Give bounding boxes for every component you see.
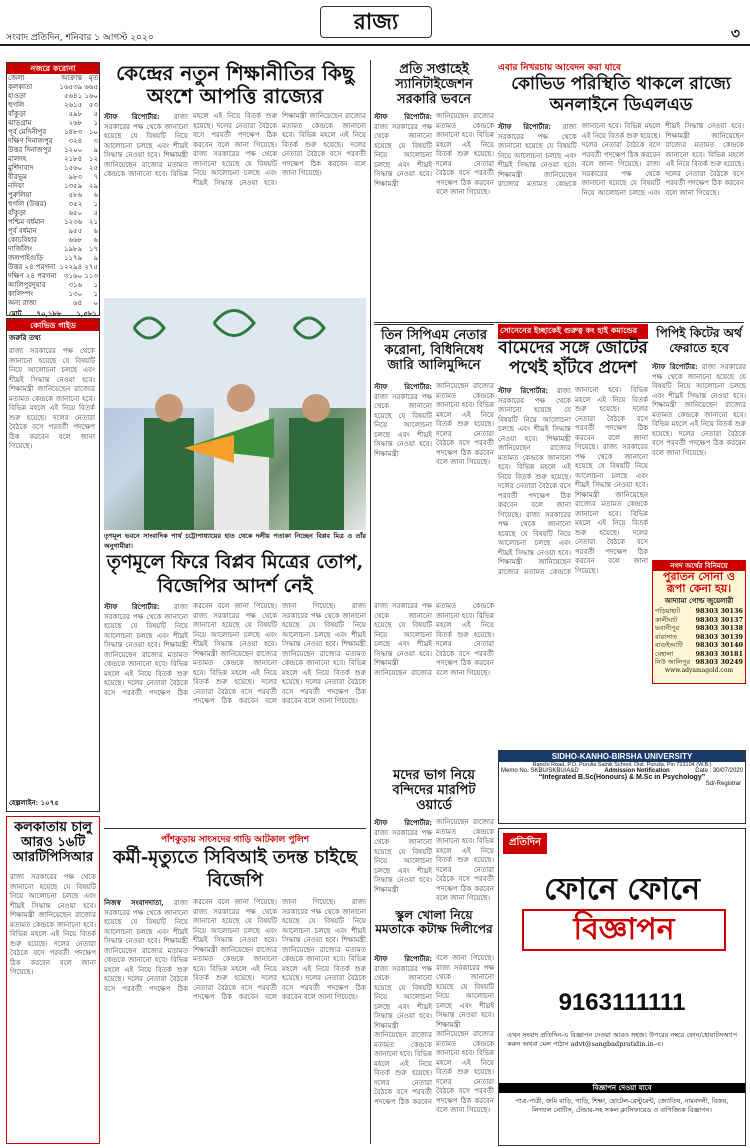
- university-address: Ranchi Road, P.O. Purulia Sainik School, Dist. Purulia, Pin 723104 (W.B.): [532, 762, 712, 768]
- covid-table-cell: ১৩০: [68, 290, 83, 298]
- covid-table-cell: ০: [93, 299, 98, 307]
- covid-table-cell: ৩: [93, 137, 98, 145]
- covid-table-cell: ১২২৯৪: [59, 263, 83, 271]
- covid-table-row: [7, 236, 99, 245]
- covid-table-cell: উত্তর দিনাজপুর: [8, 146, 52, 154]
- covid-table-cell: বাঁকুড়া: [8, 209, 26, 217]
- covid-table-cell: মালদহ: [8, 155, 27, 163]
- gold-ad-phones: [653, 607, 745, 667]
- covid-table-cell: ৬৬৫: [84, 83, 98, 91]
- gold-ad-brand: আদ্যামা গোল্ড জুয়েলারী: [664, 596, 734, 605]
- story5-kicker: সোনেনের ইচ্ছাকেই গুরুত্ব কং হাই কমান্ডের: [498, 324, 648, 339]
- covid-table-cell: কোচবিহার: [8, 236, 38, 244]
- covid-table-row: [7, 290, 99, 299]
- story2-lead: স্টাফ রিপোর্টার:: [374, 112, 432, 121]
- covid-table-cell: ৬: [93, 191, 98, 199]
- story1-body: স্টাফ রিপোর্টার: রাজ্য সরকারের পক্ষ থেকে জানানো হয়েছে যে বিষয়টি নিয়ে আলোচনা চলছে এবং শীঘ্রই সিদ্ধান্ত নেওয়া হবে। শিক্ষামন্ত্রী জানিয়েছেন রাজ্যের মতামত কেন্দ্রকে জানানো হবে। বিভিন্ন মহলে এই নিয়ে বিতর্ক শুরু হয়েছে। দলের নেতারা বৈঠকে বসে পরবর্তী পদক্ষেপ ঠিক করবেন বলে জানা গিয়েছে। রাজ্য সরকারের পক্ষ থেকে জানানো হয়েছে যে বিষয়টি নিয়ে আলোচনা চলছে এবং শীঘ্রই সিদ্ধান্ত নেওয়া হবে। শিক্ষামন্ত্রী জানিয়েছেন রাজ্যের মতামত কেন্দ্রকে জানানো হবে। বিভিন্ন মহলে এই নিয়ে বিতর্ক শুরু হয়েছে। দলের নেতারা বৈঠকে বসে পরবর্তী পদক্ষেপ ঠিক করবেন বলে জানা গিয়েছে।: [104, 112, 366, 187]
- covid-table-cell: দক্ষিণ ২৪ পরগনা: [8, 272, 57, 280]
- covid-table-cell: ৯: [93, 146, 98, 154]
- university-body: “Integrated B.Sc(Honours) & M.Sc in Psychology”: [538, 774, 706, 781]
- story6-headline: পিপিই কিটের অর্থ ফেরাতে হবে: [656, 326, 742, 355]
- covid-table-cell: বাঁকুড়া: [8, 110, 26, 118]
- story7-continued: রাজ্য সরকারের পক্ষ থেকে জানানো হয়েছে যে বিষয়টি নিয়ে আলোচনা চলছে এবং শীঘ্রই সিদ্ধান্ত নেওয়া হবে। শিক্ষামন্ত্রী জানিয়েছেন রাজ্যের মতামত কেন্দ্রকে জানানো হবে। বিভিন্ন মহলে এই নিয়ে বিতর্ক শুরু হয়েছে। দলের নেতারা বৈঠকে বসে পরবর্তী পদক্ষেপ ঠিক করবেন বলে জানা গিয়েছে।: [374, 602, 494, 677]
- covid-table-cell: ১৭: [88, 245, 98, 253]
- covid-guide-footer: হেল্পলাইন: ১০৭৫: [9, 798, 59, 807]
- university-ad: [498, 750, 746, 824]
- col-header: জেলা: [8, 74, 25, 82]
- page-number: ৩: [730, 26, 740, 42]
- covid-table-row: [7, 182, 99, 191]
- covid-table-cell: ৯: [93, 254, 98, 262]
- masthead-dateline: সংবাদ প্রতিদিন, শনিবার ১ আগস্ট ২০২০: [6, 33, 154, 43]
- story1-headline: কেন্দ্রের নতুন শিক্ষানীতির কিছু অংশে আপত্তি রাজ্যের: [116, 61, 354, 108]
- covid-table-cell: ৯৫৫: [68, 227, 83, 235]
- gold-ad-phone-row: [653, 650, 745, 659]
- covid-total-deaths: ১,৫৮১: [76, 309, 97, 318]
- covid-table-row: [7, 218, 99, 227]
- covid-table-row: [7, 173, 99, 182]
- covid-guide-box: [6, 318, 100, 812]
- gold-ad-phone-row: [653, 624, 745, 633]
- university-title: Admission Notification: [604, 768, 670, 774]
- covid-table-cell: ২১: [88, 218, 98, 226]
- covid-table-row: [7, 272, 99, 281]
- covid-table-cell: ১৪৮৩: [63, 128, 83, 136]
- covid-table-cell: ১০: [88, 128, 98, 136]
- gold-ad-web: www.adyamagold.com: [664, 666, 734, 674]
- covid-table-cell: ৬: [93, 227, 98, 235]
- story5-body: স্টাফ রিপোর্টার: রাজ্য সরকারের পক্ষ থেকে জানানো হয়েছে যে বিষয়টি নিয়ে আলোচনা চলছে এবং শীঘ্রই সিদ্ধান্ত নেওয়া হবে। শিক্ষামন্ত্রী জানিয়েছেন রাজ্যের মতামত কেন্দ্রকে জানানো হবে। বিভিন্ন মহলে এই নিয়ে বিতর্ক শুরু হয়েছে। দলের নেতারা বৈঠকে বসে পরবর্তী পদক্ষেপ ঠিক করবেন বলে জানা গিয়েছে। রাজ্য সরকারের পক্ষ থেকে জানানো হয়েছে যে বিষয়টি নিয়ে আলোচনা চলছে এবং শীঘ্রই সিদ্ধান্ত নেওয়া হবে। শিক্ষামন্ত্রী জানিয়েছেন রাজ্যের মতামত কেন্দ্রকে জানানো হবে। বিভিন্ন মহলে এই নিয়ে বিতর্ক শুরু হয়েছে। দলের নেতারা বৈঠকে বসে পরবর্তী পদক্ষেপ ঠিক করবেন বলে জানা গিয়েছে। রাজ্য সরকারের পক্ষ থেকে জানানো হয়েছে যে বিষয়টি নিয়ে আলোচনা চলছে এবং শীঘ্রই সিদ্ধান্ত নেওয়া হবে। শিক্ষামন্ত্রী জানিয়েছেন রাজ্যের মতামত কেন্দ্রকে জানানো হবে। বিভিন্ন মহলে এই নিয়ে বিতর্ক শুরু হয়েছে। দলের নেতারা বৈঠকে বসে পরবর্তী পদক্ষেপ ঠিক করবেন বলে জানা গিয়েছে।: [498, 386, 648, 576]
- covid-table-cell: ৫৯৮: [68, 110, 83, 118]
- covid-table-cell: কলকাতা: [8, 83, 33, 91]
- covid-table-row: [7, 128, 99, 137]
- story4-lead: স্টাফ রিপোর্টার:: [374, 382, 432, 391]
- covid-table-cell: ৬৫০: [68, 209, 83, 217]
- gold-ad-phone-row: [653, 658, 745, 667]
- covid-table-cell: ৩১৬০: [63, 272, 83, 280]
- rtpcr-body: রাজ্য সরকারের পক্ষ থেকে জানানো হয়েছে যে বিষয়টি নিয়ে আলোচনা চলছে এবং শীঘ্রই সিদ্ধান্ত নেওয়া হবে। শিক্ষামন্ত্রী জানিয়েছেন রাজ্যের মতামত কেন্দ্রকে জানানো হবে। বিভিন্ন মহলে এই নিয়ে বিতর্ক শুরু হয়েছে। দলের নেতারা বৈঠকে বসে পরবর্তী পদক্ষেপ ঠিক করবেন বলে জানা গিয়েছে।: [10, 873, 96, 976]
- covid-table-cell: আলিপুরদুয়ার: [8, 281, 46, 289]
- covid-table-title: নজরে করোনা: [7, 63, 99, 74]
- story10-body: স্টাফ রিপোর্টার: রাজ্য সরকারের পক্ষ থেকে জানানো হয়েছে যে বিষয়টি নিয়ে আলোচনা চলছে এবং শীঘ্রই সিদ্ধান্ত নেওয়া হবে। শিক্ষামন্ত্রী জানিয়েছেন রাজ্যের মতামত কেন্দ্রকে জানানো হবে। বিভিন্ন মহলে এই নিয়ে বিতর্ক শুরু হয়েছে। দলের নেতারা বৈঠকে বসে পরবর্তী পদক্ষেপ ঠিক করবেন বলে জানা গিয়েছে। রাজ্য সরকারের পক্ষ থেকে জানানো হয়েছে যে বিষয়টি নিয়ে আলোচনা চলছে এবং শীঘ্রই সিদ্ধান্ত নেওয়া হবে। শিক্ষামন্ত্রী জানিয়েছেন রাজ্যের মতামত কেন্দ্রকে জানানো হবে। বিভিন্ন মহলে এই নিয়ে বিতর্ক শুরু হয়েছে। দলের নেতারা বৈঠকে বসে পরবর্তী পদক্ষেপ ঠিক করবেন বলে জানা গিয়েছে।: [374, 954, 494, 1114]
- story3-headline: কোভিড পরিস্থিতি থাকলে রাজ্যে অনলাইনে ডিএলএড: [511, 74, 731, 115]
- covid-table-cell: ১২০০: [63, 146, 83, 154]
- gold-ad-branch: গড়িয়াহাট: [655, 607, 681, 615]
- covid-table-cell: ১: [93, 119, 98, 127]
- story2-headline: প্রতি সপ্তাহেই স্যানিটাইজেশন সরকারি ভবনে: [395, 62, 473, 107]
- covid-table-row: [7, 155, 99, 164]
- party-flag-photo: [104, 298, 366, 530]
- university-name: SIDHO-KANHO-BIRSHA UNIVERSITY: [499, 751, 745, 762]
- covid-table-row: [7, 164, 99, 173]
- university-sign: Sd/-Registrar: [705, 781, 741, 787]
- covid-table-cell: কালিম্পং: [8, 290, 34, 298]
- covid-table-row: [7, 245, 99, 254]
- covid-table-cell: ৫৬৪১: [63, 92, 83, 100]
- covid-table-cell: বীরভূম: [8, 173, 27, 181]
- story2-body: স্টাফ রিপোর্টার: রাজ্য সরকারের পক্ষ থেকে জানানো হয়েছে যে বিষয়টি নিয়ে আলোচনা চলছে এবং শীঘ্রই সিদ্ধান্ত নেওয়া হবে। শিক্ষামন্ত্রী জানিয়েছেন রাজ্যের মতামত কেন্দ্রকে জানানো হবে। বিভিন্ন মহলে এই নিয়ে বিতর্ক শুরু হয়েছে। দলের নেতারা বৈঠকে বসে পরবর্তী পদক্ষেপ ঠিক করবেন বলে জানা গিয়েছে।: [374, 112, 494, 196]
- covid-table-row: [7, 200, 99, 209]
- story1-lead: স্টাফ রিপোর্টার:: [104, 112, 160, 121]
- covid-table-cell: ১৬০: [84, 92, 98, 100]
- classified-footer-title: বিজ্ঞাপন দেওয়া যাবে: [499, 1083, 745, 1093]
- gold-ad-phone: 98303 30136: [695, 607, 743, 615]
- covid-total-cases: ৭০,১৮৮: [36, 309, 62, 318]
- story7-headline: তৃণমূলে ফিরে বিপ্লব মিত্রের তোপ, বিজেপির আদর্শ নেই: [106, 551, 364, 597]
- rtpcr-headline: কলকাতায় চালু আরও ১৬টি আরটিপিসিআর: [12, 820, 94, 865]
- gold-ad-phone-row: [653, 607, 745, 616]
- col-header: মৃত: [88, 74, 98, 82]
- story4-body: স্টাফ রিপোর্টার: রাজ্য সরকারের পক্ষ থেকে জানানো হয়েছে যে বিষয়টি নিয়ে আলোচনা চলছে এবং শীঘ্রই সিদ্ধান্ত নেওয়া হবে। শিক্ষামন্ত্রী জানিয়েছেন রাজ্যের মতামত কেন্দ্রকে জানানো হবে। বিভিন্ন মহলে এই নিয়ে বিতর্ক শুরু হয়েছে। দলের নেতারা বৈঠকে বসে পরবর্তী পদক্ষেপ ঠিক করবেন বলে জানা গিয়েছে।: [374, 382, 494, 466]
- covid-table-cell: দক্ষিণ দিনাজপুর: [8, 137, 53, 145]
- story7-body: স্টাফ রিপোর্টার: রাজ্য সরকারের পক্ষ থেকে জানানো হয়েছে যে বিষয়টি নিয়ে আলোচনা চলছে এবং শীঘ্রই সিদ্ধান্ত নেওয়া হবে। শিক্ষামন্ত্রী জানিয়েছেন রাজ্যের মতামত কেন্দ্রকে জানানো হবে। বিভিন্ন মহলে এই নিয়ে বিতর্ক শুরু হয়েছে। দলের নেতারা বৈঠকে বসে পরবর্তী পদক্ষেপ ঠিক করবেন বলে জানা গিয়েছে। রাজ্য সরকারের পক্ষ থেকে জানানো হয়েছে যে বিষয়টি নিয়ে আলোচনা চলছে এবং শীঘ্রই সিদ্ধান্ত নেওয়া হবে। শিক্ষামন্ত্রী জানিয়েছেন রাজ্যের মতামত কেন্দ্রকে জানানো হবে। বিভিন্ন মহলে এই নিয়ে বিতর্ক শুরু হয়েছে। দলের নেতারা বৈঠকে বসে পরবর্তী পদক্ষেপ ঠিক করবেন বলে জানা গিয়েছে। রাজ্য সরকারের পক্ষ থেকে জানানো হয়েছে যে বিষয়টি নিয়ে আলোচনা চলছে এবং শীঘ্রই সিদ্ধান্ত নেওয়া হবে। শিক্ষামন্ত্রী জানিয়েছেন রাজ্যের মতামত কেন্দ্রকে জানানো হবে। বিভিন্ন মহলে এই নিয়ে বিতর্ক শুরু হয়েছে। দলের নেতারা বৈঠকে বসে পরবর্তী পদক্ষেপ ঠিক করবেন বলে জানা গিয়েছে।: [104, 602, 366, 705]
- gold-ad-branch: বেহালা: [655, 649, 674, 658]
- covid-table-cell: পুরুলিয়া: [8, 191, 32, 199]
- covid-table-row: [7, 137, 99, 146]
- rtpcr-box: [6, 816, 100, 1144]
- masthead: [0, 0, 750, 46]
- story3-body: স্টাফ রিপোর্টার: রাজ্য সরকারের পক্ষ থেকে জানানো হয়েছে যে বিষয়টি নিয়ে আলোচনা চলছে এবং শীঘ্রই সিদ্ধান্ত নেওয়া হবে। শিক্ষামন্ত্রী জানিয়েছেন রাজ্যের মতামত কেন্দ্রকে জানানো হবে। বিভিন্ন মহলে এই নিয়ে বিতর্ক শুরু হয়েছে। দলের নেতারা বৈঠকে বসে পরবর্তী পদক্ষেপ ঠিক করবেন বলে জানা গিয়েছে। রাজ্য সরকারের পক্ষ থেকে জানানো হয়েছে যে বিষয়টি নিয়ে আলোচনা চলছে এবং শীঘ্রই সিদ্ধান্ত নেওয়া হবে। শিক্ষামন্ত্রী জানিয়েছেন রাজ্যের মতামত কেন্দ্রকে জানানো হবে। বিভিন্ন মহলে এই নিয়ে বিতর্ক শুরু হয়েছে। দলের নেতারা বৈঠকে বসে পরবর্তী পদক্ষেপ ঠিক করবেন বলে জানা গিয়েছে।: [498, 122, 744, 197]
- gold-ad-phone-row: [653, 641, 745, 650]
- covid-table-row: [7, 281, 99, 290]
- story9-headline: কর্মী-মৃত্যুতে সিবিআই তদন্ত চাইছে বিজেপি: [113, 847, 357, 891]
- story3-lead: স্টাফ রিপোর্টার:: [498, 122, 551, 131]
- covid-table-cell: ৬৪: [73, 299, 83, 307]
- covid-table-cell: হুগলি (উত্তর): [8, 200, 47, 208]
- photo-illustration: [104, 298, 366, 530]
- story9-kicker: পাঁশকুড়ায় সাংসদের গাড়ি আটকাল পুলিশ: [160, 835, 310, 845]
- gold-ad-phone: 98303 30139: [695, 632, 743, 641]
- covid-table-cell: ২৭৫: [84, 263, 98, 271]
- section-title: রাজ্য: [320, 6, 432, 38]
- covid-guide-subtitle: জরুরি তথ্য: [9, 333, 41, 342]
- covid-table-row: [7, 101, 99, 110]
- story5-lead: স্টাফ রিপোর্টার:: [498, 386, 549, 395]
- covid-table-cell: ১৯৮৯: [63, 245, 83, 253]
- covid-table-row: [7, 263, 99, 272]
- gold-ad: [652, 560, 746, 684]
- story8-lead: স্টাফ রিপোর্টার:: [374, 818, 432, 827]
- classified-phone: 9163111111: [558, 989, 686, 1016]
- story8-body: স্টাফ রিপোর্টার: রাজ্য সরকারের পক্ষ থেকে জানানো হয়েছে যে বিষয়টি নিয়ে আলোচনা চলছে এবং শীঘ্রই সিদ্ধান্ত নেওয়া হবে। শিক্ষামন্ত্রী জানিয়েছেন রাজ্যের মতামত কেন্দ্রকে জানানো হবে। বিভিন্ন মহলে এই নিয়ে বিতর্ক শুরু হয়েছে। দলের নেতারা বৈঠকে বসে পরবর্তী পদক্ষেপ ঠিক করবেন বলে জানা গিয়েছে।: [374, 818, 494, 902]
- covid-table-row: [7, 227, 99, 236]
- university-memo: Memo No. SKBU/SKBU/A&D: [501, 768, 579, 774]
- covid-table-cell: ২৫: [88, 164, 98, 172]
- covid-total-label: মোট: [9, 309, 22, 318]
- covid-table-cell: নদিয়া: [8, 182, 25, 190]
- covid-guide-body: রাজ্য সরকারের পক্ষ থেকে জানানো হয়েছে যে বিষয়টি নিয়ে আলোচনা চলছে এবং শীঘ্রই সিদ্ধান্ত নেওয়া হবে। শিক্ষামন্ত্রী জানিয়েছেন রাজ্যের মতামত কেন্দ্রকে জানানো হবে। বিভিন্ন মহলে এই নিয়ে বিতর্ক শুরু হয়েছে। দলের নেতারা বৈঠকে বসে পরবর্তী পদক্ষেপ ঠিক করবেন বলে জানা গিয়েছে।: [9, 347, 95, 450]
- covid-table-cell: ২৬৮: [68, 119, 83, 127]
- photo-caption: তৃণমূল ভবনে সাংবাদিক পার্থ চট্টোপাধ্যায়ের হাত থেকে দলীয় পতাকা নিচ্ছেন বিপ্লব মিত্র ও তাঁর অনুগামীরা।: [104, 532, 366, 550]
- covid-table-row: [7, 92, 99, 101]
- covid-table-cell: ২৯: [88, 182, 98, 190]
- covid-table-cell: ১: [93, 200, 98, 208]
- university-date: Date : 30/07/2020: [695, 768, 743, 774]
- gold-ad-phone-row: [653, 616, 745, 625]
- covid-table-cell: জলপাইগুড়ি: [8, 254, 44, 262]
- covid-table-cell: ৫৮৬: [68, 191, 83, 199]
- covid-table: [7, 74, 99, 308]
- col-header: আক্রান্ত: [61, 74, 83, 82]
- gold-ad-phone: 98303 30137: [695, 615, 743, 624]
- gold-ad-phone: 98303 30138: [695, 624, 743, 632]
- covid-table-row: [7, 299, 99, 308]
- covid-table-box: [6, 62, 100, 316]
- covid-table-cell: ৬: [93, 236, 98, 244]
- covid-table-cell: ১২৩৬: [63, 218, 83, 226]
- gold-ad-branch: কালীঘাট: [655, 615, 678, 624]
- covid-table-cell: ১৩৫৯: [63, 182, 83, 190]
- covid-table-row: [7, 110, 99, 119]
- story7-lead: স্টাফ রিপোর্টার:: [104, 602, 160, 611]
- story10-headline: স্কুল খোলা নিয়ে মমতাকে কটাক্ষ দিলীপের: [375, 908, 493, 936]
- covid-table-cell: ৭: [93, 173, 98, 181]
- story1-text: রাজ্য সরকারের পক্ষ থেকে জানানো হয়েছে যে বিষয়টি নিয়ে আলোচনা চলছে এবং শীঘ্রই সিদ্ধান্ত নেওয়া হবে। শিক্ষামন্ত্রী জানিয়েছেন রাজ্যের মতামত কেন্দ্রকে জানানো হবে। বিভিন্ন মহলে এই নিয়ে বিতর্ক শুরু হয়েছে। দলের নেতারা বৈঠকে বসে পরবর্তী পদক্ষেপ ঠিক করবেন বলে জানা গিয়েছে।: [104, 112, 277, 178]
- story3-kicker: এবার নিখরচায় আবেদন করা যাবে: [498, 63, 622, 73]
- story9-lead: নিজস্ব সংবাদদাতা,: [104, 898, 164, 907]
- covid-table-cell: ১: [93, 290, 98, 298]
- gold-ad-phone-row: [653, 633, 745, 642]
- gold-ad-phone: 98303 30140: [695, 641, 743, 649]
- story6-lead: স্টাফ রিপোর্টার:: [652, 362, 698, 371]
- covid-table-cell: পূর্ব মেদিনীপুর: [8, 128, 47, 136]
- covid-table-cell: ৫: [93, 209, 98, 217]
- covid-table-cell: ১১৭৯: [63, 254, 83, 262]
- covid-table-cell: ১৬৫৩৯: [59, 83, 83, 91]
- gold-ad-phone: 98303 30249: [695, 658, 743, 666]
- classified-line1: ফোনে ফোনে: [544, 872, 700, 907]
- covid-table-cell: ২৬১৫: [63, 101, 83, 109]
- covid-table-cell: ৩২৪: [68, 137, 83, 145]
- story4-headline: তিন সিপিএম নেতার করোনা, বিধিনিষেধ জারি আলিমুদ্দিনে: [381, 328, 487, 373]
- covid-table-cell: ৫৩: [88, 101, 98, 109]
- covid-table-cell: উত্তর ২৪ পরগনা: [8, 263, 56, 271]
- classified-logo: প্রতিদিন: [503, 833, 547, 854]
- covid-table-cell: ১২: [88, 155, 98, 163]
- story5-headline: বামেদের সঙ্গে জোটের পথেই হাঁটবে প্রদেশ: [498, 338, 648, 378]
- gold-ad-branch: নিউ আলিপুর: [655, 658, 691, 666]
- covid-table-cell: ৩৫২: [68, 200, 83, 208]
- covid-table-cell: দার্জিলিং: [8, 245, 33, 253]
- gold-ad-branch: বারাসাত: [655, 632, 678, 641]
- covid-table-cell: পূর্ব বর্ধমান: [8, 227, 37, 235]
- covid-table-cell: ৫: [93, 110, 98, 118]
- story10-lead: স্টাফ রিপোর্টার:: [374, 954, 432, 963]
- covid-table-cell: মুর্শিদাবাদ: [8, 164, 34, 172]
- covid-table-cell: ২১৮৪: [63, 155, 83, 163]
- covid-table-cell: ৩১৬: [68, 281, 83, 289]
- gold-ad-branch: ভবানীপুর: [655, 624, 680, 632]
- covid-table-row: [7, 254, 99, 263]
- gold-ad-branch: বাগুইআটি: [655, 641, 683, 649]
- classified-footer: পাত্র-পাত্রী, জমি বাড়ি, গাড়ি, শিক্ষা, হোটেল-রেস্টুরেন্ট, জ্যোতিষ, নামবদলী, বিক্রয়, লিগ্যাল নোটিস, টেন্ডার-সহ সকল ক্লাসিফায়েড ও বাণিজ্যিক বিজ্ঞাপন।: [515, 1097, 729, 1114]
- covid-table-cell: অন্য রাজ্য: [8, 299, 37, 307]
- covid-table-row: [7, 83, 99, 92]
- gold-ad-main: পুরাতন সোনা ও রূপা কেনা হয়।: [663, 570, 735, 595]
- gold-ad-top: নগদ অর্থের বিনিময়ে: [653, 561, 745, 571]
- covid-table-row: [7, 146, 99, 155]
- story8-headline: মদের ভাগ নিয়ে বন্দিদের মারপিট ওয়ার্ডে: [392, 768, 476, 813]
- classified-line2: বিজ্ঞাপন: [522, 909, 726, 951]
- covid-table-cell: ৬৬৮: [68, 236, 83, 244]
- covid-table-row: [7, 119, 99, 128]
- covid-table-row: [7, 209, 99, 218]
- covid-table-cell: হাওড়া: [8, 92, 26, 100]
- classified-ad: [498, 828, 746, 1146]
- covid-table-cell: পশ্চিম বর্ধমান: [8, 218, 45, 226]
- covid-table-row: [7, 191, 99, 200]
- covid-table-cell: ১১৩: [84, 272, 98, 280]
- gold-ad-phone: 98303 30181: [695, 649, 743, 658]
- story6-body: স্টাফ রিপোর্টার: রাজ্য সরকারের পক্ষ থেকে জানানো হয়েছে যে বিষয়টি নিয়ে আলোচনা চলছে এবং শীঘ্রই সিদ্ধান্ত নেওয়া হবে। শিক্ষামন্ত্রী জানিয়েছেন রাজ্যের মতামত কেন্দ্রকে জানানো হবে। বিভিন্ন মহলে এই নিয়ে বিতর্ক শুরু হয়েছে। দলের নেতারা বৈঠকে বসে পরবর্তী পদক্ষেপ ঠিক করবেন বলে জানা গিয়েছে।: [652, 362, 746, 457]
- story9-body: নিজস্ব সংবাদদাতা, রাজ্য সরকারের পক্ষ থেকে জানানো হয়েছে যে বিষয়টি নিয়ে আলোচনা চলছে এবং শীঘ্রই সিদ্ধান্ত নেওয়া হবে। শিক্ষামন্ত্রী জানিয়েছেন রাজ্যের মতামত কেন্দ্রকে জানানো হবে। বিভিন্ন মহলে এই নিয়ে বিতর্ক শুরু হয়েছে। দলের নেতারা বৈঠকে বসে পরবর্তী পদক্ষেপ ঠিক করবেন বলে জানা গিয়েছে। রাজ্য সরকারের পক্ষ থেকে জানানো হয়েছে যে বিষয়টি নিয়ে আলোচনা চলছে এবং শীঘ্রই সিদ্ধান্ত নেওয়া হবে। শিক্ষামন্ত্রী জানিয়েছেন রাজ্যের মতামত কেন্দ্রকে জানানো হবে। বিভিন্ন মহলে এই নিয়ে বিতর্ক শুরু হয়েছে। দলের নেতারা বৈঠকে বসে পরবর্তী পদক্ষেপ ঠিক করবেন বলে জানা গিয়েছে। রাজ্য সরকারের পক্ষ থেকে জানানো হয়েছে যে বিষয়টি নিয়ে আলোচনা চলছে এবং শীঘ্রই সিদ্ধান্ত নেওয়া হবে। শিক্ষামন্ত্রী জানিয়েছেন রাজ্যের মতামত কেন্দ্রকে জানানো হবে। বিভিন্ন মহলে এই নিয়ে বিতর্ক শুরু হয়েছে। দলের নেতারা বৈঠকে বসে পরবর্তী পদক্ষেপ ঠিক করবেন বলে জানা গিয়েছে।: [104, 898, 366, 1001]
- covid-table-cell: ১: [93, 281, 98, 289]
- covid-table-cell: হুগলি: [8, 101, 25, 109]
- covid-table-cell: ৯৮৩: [68, 173, 83, 181]
- covid-table-cell: ঝাড়গ্রাম: [8, 119, 32, 127]
- classified-text: এখন সংবাদ প্রতিদিন-এ বিজ্ঞাপন দেওয়া আরও সহজ। উপরের নম্বরে ফোন/হোয়াটসঅ্যাপ করুন অথবা মেল পাঠান advt@sangbadpratidin.in-এ।: [507, 1031, 737, 1048]
- covid-table-cell: ১৫৬০: [63, 164, 83, 172]
- covid-guide-title: কোভিড গাইড: [7, 319, 99, 331]
